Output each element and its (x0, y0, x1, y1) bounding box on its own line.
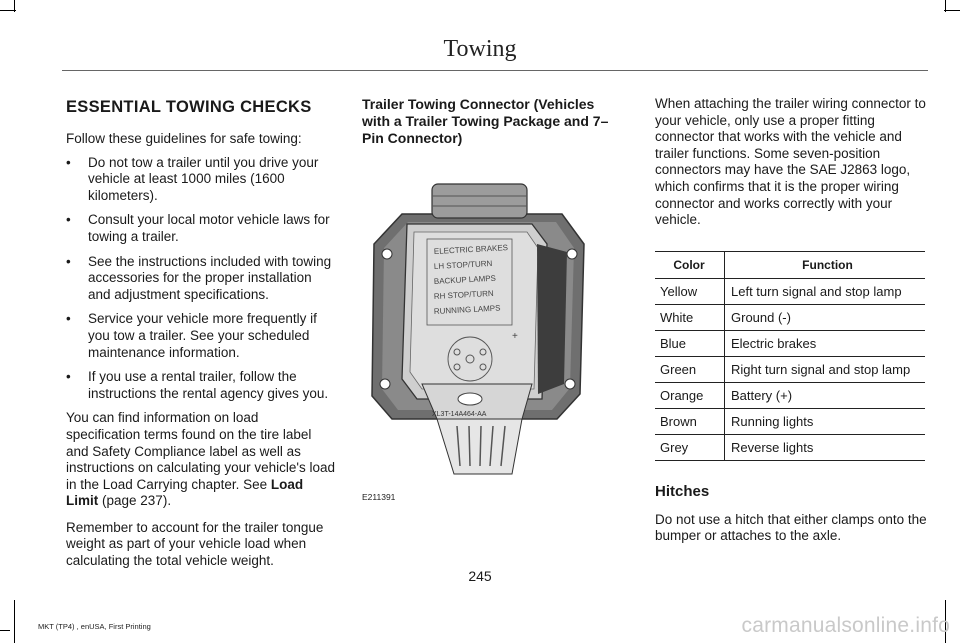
table-row (655, 304, 925, 330)
svg-text:BACKUP LAMPS: BACKUP LAMPS (433, 273, 497, 286)
connector-figure (362, 174, 592, 514)
wire-function: Right turn signal and stop lamp (725, 356, 926, 382)
list-item: • Service your vehicle more frequently if you tow a trailer. See your scheduled maintenance information. (66, 311, 317, 360)
wire-color: Yellow (655, 278, 725, 304)
wiring-table (655, 251, 925, 461)
svg-text:XL3T-14A464-AA: XL3T-14A464-AA (432, 411, 487, 418)
wire-function: Battery (+) (725, 382, 926, 408)
load-info-paragraph: You can find information on load specification terms found on the tire label and Safety Compliance label as well as instructions on calculating your vehicle's load in the Load Carrying chapter. See Load Limit (page 237). (66, 410, 335, 509)
crop-mark (945, 0, 946, 12)
wire-function: Electric brakes (725, 330, 926, 356)
table-header-row (655, 251, 925, 278)
connector-intro: When attaching the trailer wiring connector to your vehicle, only use a proper fitting connector that works with the vehicle and trailer functions. Some seven-position connectors may have the SAE J2863 logo, which confirms that it is the proper wiring connector and works correctly with your vehicle. (655, 96, 926, 228)
column-header-function: Function (725, 251, 926, 278)
crop-mark (14, 600, 15, 643)
svg-text:+: + (512, 331, 518, 342)
wire-color: Green (655, 356, 725, 382)
table-row (655, 434, 925, 460)
page-number: 245 (468, 568, 492, 584)
column-header-color: Color (655, 251, 725, 278)
print-edition-note: MKT (TP4) , enUSA, First Printing (38, 622, 151, 631)
table-row (655, 356, 925, 382)
svg-text:ELECTRIC BRAKES: ELECTRIC BRAKES (433, 243, 509, 256)
wire-color: Blue (655, 330, 725, 356)
wire-color: Orange (655, 382, 725, 408)
wire-color: Brown (655, 408, 725, 434)
left-column (66, 96, 336, 570)
hitches-heading: Hitches (655, 482, 710, 500)
hitches-text: Do not use a hitch that either clamps onto the bumper or attaches to the axle. (655, 511, 927, 544)
watermark: carmanualsonline.info (741, 614, 950, 637)
wire-function: Running lights (725, 408, 926, 434)
trailer-connector-illustration (362, 174, 592, 489)
table-row (655, 408, 925, 434)
tongue-weight-paragraph: Remember to account for the trailer tongue weight as part of your vehicle load when calculating the total vehicle weight. (66, 519, 324, 569)
wire-function: Ground (-) (725, 304, 926, 330)
crop-mark (944, 10, 960, 11)
table-row (655, 278, 925, 304)
intro-text: Follow these guidelines for safe towing: (66, 131, 302, 146)
section-heading: ESSENTIAL TOWING CHECKS (66, 98, 312, 116)
svg-text:LH STOP/TURN: LH STOP/TURN (433, 258, 493, 271)
wire-color: White (655, 304, 725, 330)
right-column (655, 96, 927, 545)
crop-mark (14, 0, 15, 12)
list-item: • See the instructions included with towing accessories for the proper installation and adjustment specifications. (66, 253, 332, 302)
table-row (655, 382, 925, 408)
list-item: • Consult your local motor vehicle laws for towing a trailer. (66, 212, 330, 244)
svg-text:RUNNING LAMPS: RUNNING LAMPS (433, 303, 501, 316)
list-item: • Do not tow a trailer until you drive your vehicle at least 1000 miles (1600 kilometers). (66, 154, 319, 203)
svg-text:RH STOP/TURN: RH STOP/TURN (433, 288, 494, 301)
header-divider (62, 70, 928, 71)
wire-function: Reverse lights (725, 434, 926, 460)
guideline-list (66, 155, 336, 403)
table-row (655, 330, 925, 356)
crop-mark (0, 630, 10, 631)
wire-function: Left turn signal and stop lamp (725, 278, 926, 304)
connector-subheading: Trailer Towing Connector (Vehicles with a Trailer Towing Package and 7–Pin Connector) (362, 96, 609, 146)
figure-code: E211391 (362, 492, 396, 502)
page-title: Towing (443, 36, 517, 62)
load-limit-link[interactable]: Load Limit (66, 476, 304, 509)
wire-color: Grey (655, 434, 725, 460)
list-item: • If you use a rental trailer, follow the instructions the rental agency gives you. (66, 369, 329, 401)
middle-column (362, 96, 620, 502)
